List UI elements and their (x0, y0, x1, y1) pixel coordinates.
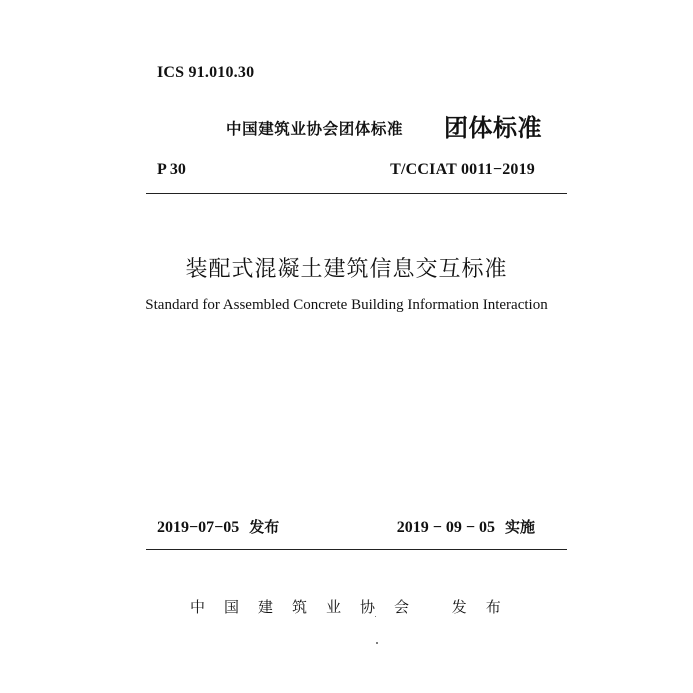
ics-code: ICS 91.010.30 (157, 64, 255, 81)
bottom-divider (146, 549, 567, 550)
release-date: 2019−07−05 (157, 519, 240, 536)
scan-speck (376, 642, 378, 644)
association-standard-label: 中国建筑业协会团体标准 (226, 120, 404, 138)
title-chinese: 装配式混凝土建筑信息交互标准 (185, 257, 508, 282)
implement-label: 实施 (504, 518, 535, 536)
publisher-line: 中国建筑业协会 发布 (190, 598, 520, 616)
document-type-label: 团体标准 (444, 114, 542, 142)
scan-speck (375, 616, 376, 617)
release-label: 发布 (249, 518, 280, 536)
top-divider (146, 193, 567, 194)
classification-code: P 30 (157, 161, 186, 178)
implement-info (397, 516, 535, 537)
standard-number: T/CCIAT 0011−2019 (390, 161, 535, 178)
release-info (157, 516, 279, 537)
implement-date: 2019 − 09 − 05 (396, 519, 495, 536)
title-english: Standard for Assembled Concrete Building Information Interaction (145, 297, 548, 313)
